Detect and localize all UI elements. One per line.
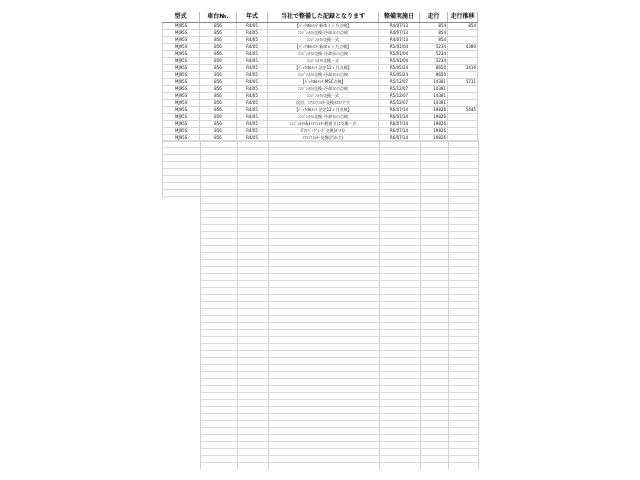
grid-hline <box>200 308 478 309</box>
cell-year: R4/05 <box>237 58 268 64</box>
table-row <box>162 128 478 135</box>
header-record: 当社で整備した記録となります <box>268 12 379 22</box>
cell-service-date: R5/01/04 <box>379 58 420 64</box>
grid-hline <box>200 294 478 295</box>
cell-mileage-change <box>448 114 478 120</box>
table-row <box>162 114 478 121</box>
table-header <box>162 12 478 23</box>
cell-chassis-no: 856 <box>200 121 237 127</box>
cell-chassis-no: 856 <box>200 93 237 99</box>
cell-record: 【ﾊﾟｯｸdeﾒﾝﾃ 法定12ヶ月点検】 <box>268 65 379 71</box>
grid-hline <box>200 273 478 274</box>
cell-record: 【ﾊﾟｯｸdeﾒﾝﾃ 新車６ヶ月点検】 <box>268 44 379 50</box>
cell-chassis-no: 856 <box>200 100 237 106</box>
cell-mileage: 8650 <box>420 65 448 71</box>
cell-mileage-change <box>448 72 478 78</box>
cell-chassis-no: 856 <box>200 37 237 43</box>
grid-hline <box>200 266 478 267</box>
cell-model: MJ95S <box>162 30 200 36</box>
cell-service-date: R6/07/14 <box>379 114 420 120</box>
cell-mileage: 14381 <box>420 86 448 92</box>
cell-service-date: R5/12/07 <box>379 93 420 99</box>
cell-service-date: R6/07/14 <box>379 128 420 134</box>
cell-model: MJ95S <box>162 65 200 71</box>
grid-hline <box>200 357 478 358</box>
grid-hline <box>200 238 478 239</box>
cell-chassis-no: 856 <box>200 79 237 85</box>
grid-hline <box>200 210 478 211</box>
cell-service-date: R5/12/07 <box>379 86 420 92</box>
table-row <box>162 23 478 30</box>
cell-service-date: R4/07/13 <box>379 23 420 29</box>
grid-hline <box>162 161 478 162</box>
cell-mileage-change <box>448 51 478 57</box>
cell-mileage-change <box>448 30 478 36</box>
cell-model: MJ95S <box>162 23 200 29</box>
grid-hline <box>200 252 478 253</box>
cell-chassis-no: 856 <box>200 65 237 71</box>
cell-year: R4/05 <box>237 72 268 78</box>
cell-service-date: R4/07/13 <box>379 30 420 36</box>
cell-chassis-no: 856 <box>200 51 237 57</box>
cell-year: R4/05 <box>237 65 268 71</box>
cell-record: 次回、ｴｱｺﾝﾌｨﾙﾀｰ交換ｵｽｽﾒです <box>268 100 379 106</box>
cell-mileage: 19826 <box>420 114 448 120</box>
cell-service-date: R4/07/13 <box>379 37 420 43</box>
grid-hline <box>162 175 478 176</box>
cell-model: MJ95S <box>162 79 200 85</box>
cell-record: ｴｱｺﾝﾌｨﾙﾀｰ交換(汚れ大) <box>268 135 379 141</box>
grid-hline <box>200 231 478 232</box>
cell-model: MJ95S <box>162 121 200 127</box>
cell-record: ｴﾝｼﾞﾝｵｲﾙ交換･冷却水の点検 <box>268 51 379 57</box>
table-row <box>162 86 478 93</box>
grid-hline <box>162 147 478 148</box>
cell-mileage: 5234 <box>420 51 448 57</box>
cell-chassis-no: 856 <box>200 44 237 50</box>
cell-mileage: 14381 <box>420 79 448 85</box>
cell-mileage: 854 <box>420 37 448 43</box>
cell-record: ｴﾝｼﾞﾝｵｲﾙ交換･冷却水の点検 <box>268 30 379 36</box>
cell-mileage: 5234 <box>420 44 448 50</box>
cell-year: R4/05 <box>237 51 268 57</box>
cell-service-date: R6/07/14 <box>379 107 420 113</box>
cell-record: ｴﾝｼﾞﾝｵｲﾙ交換･冷却水の点検 <box>268 86 379 92</box>
grid-vline <box>162 140 163 199</box>
grid-hline <box>200 413 478 414</box>
cell-chassis-no: 856 <box>200 30 237 36</box>
cell-mileage-change: 4380 <box>448 44 478 50</box>
cell-model: MJ95S <box>162 93 200 99</box>
grid-hline <box>200 441 478 442</box>
grid-hline <box>200 217 478 218</box>
grid-hline <box>200 371 478 372</box>
grid-hline <box>200 203 478 204</box>
grid-hline <box>200 364 478 365</box>
header-chassis-no: 車台№. <box>200 12 237 22</box>
table-row <box>162 30 478 37</box>
cell-year: R4/05 <box>237 37 268 43</box>
cell-chassis-no: 856 <box>200 58 237 64</box>
cell-year: R4/05 <box>237 100 268 106</box>
cell-model: MJ95S <box>162 37 200 43</box>
cell-mileage-change <box>448 58 478 64</box>
cell-model: MJ95S <box>162 51 200 57</box>
cell-service-date: R5/05/24 <box>379 72 420 78</box>
cell-mileage: 19826 <box>420 128 448 134</box>
cell-record: Fﾜｲﾊﾟｰﾌﾞﾚｰﾄﾞ交換(ｶﾞﾗｽ) <box>268 128 379 134</box>
grid-hline <box>200 392 478 393</box>
cell-record: ｴﾝｼﾞﾝｵｲﾙ交換一式 <box>268 58 379 64</box>
table-row <box>162 93 478 100</box>
table-body <box>162 23 478 142</box>
cell-service-date: R5/12/07 <box>379 100 420 106</box>
grid-hline <box>162 140 478 141</box>
table-row <box>162 37 478 44</box>
cell-service-date: R5/05/24 <box>379 65 420 71</box>
cell-record: ｴﾝｼﾞﾝｵｲﾙ交換一式 <box>268 37 379 43</box>
grid-hline <box>200 329 478 330</box>
cell-mileage-change <box>448 86 478 92</box>
table-row <box>162 107 478 114</box>
grid-hline <box>200 434 478 435</box>
cell-mileage: 8650 <box>420 72 448 78</box>
cell-mileage-change: 854 <box>448 23 478 29</box>
grid-hline <box>200 385 478 386</box>
header-mileage: 走行 <box>420 12 448 22</box>
cell-year: R4/05 <box>237 30 268 36</box>
grid-hline <box>200 224 478 225</box>
grid-hline <box>200 406 478 407</box>
cell-mileage: 19826 <box>420 135 448 141</box>
grid-hline <box>162 154 478 155</box>
cell-year: R4/05 <box>237 114 268 120</box>
cell-record: 【ﾊﾟｯｸdeﾒﾝﾃ 法定12ヶ月点検】 <box>268 107 379 113</box>
cell-mileage: 5234 <box>420 58 448 64</box>
cell-year: R4/05 <box>237 135 268 141</box>
cell-mileage: 19826 <box>420 121 448 127</box>
grid-hline <box>200 399 478 400</box>
cell-service-date: R6/07/14 <box>379 135 420 141</box>
grid-hline <box>200 322 478 323</box>
grid-hline <box>200 448 478 449</box>
cell-service-date: R6/07/14 <box>379 121 420 127</box>
cell-mileage-change: 3416 <box>448 65 478 71</box>
table-row <box>162 44 478 51</box>
table-row <box>162 72 478 79</box>
cell-year: R4/05 <box>237 128 268 134</box>
cell-model: MJ95S <box>162 114 200 120</box>
header-mileage-change: 走行推移 <box>448 12 478 22</box>
cell-record: ｴﾝｼﾞﾝｵｲﾙ交換･冷却水の点検 <box>268 72 379 78</box>
cell-mileage: 854 <box>420 30 448 36</box>
grid-hline <box>200 259 478 260</box>
cell-mileage-change <box>448 121 478 127</box>
grid-hline <box>200 420 478 421</box>
cell-service-date: R5/01/04 <box>379 44 420 50</box>
table-row <box>162 121 478 128</box>
cell-year: R4/05 <box>237 44 268 50</box>
cell-year: R4/05 <box>237 121 268 127</box>
grid-hline <box>200 280 478 281</box>
grid-hline <box>162 196 478 197</box>
cell-record: ｴﾝｼﾞﾝｵｲﾙ&ｵｲﾙﾌｨﾙﾀｰ脱着又は交換一式 <box>268 121 379 127</box>
cell-model: MJ95S <box>162 86 200 92</box>
grid-hline <box>200 245 478 246</box>
empty-grid <box>162 140 478 469</box>
cell-mileage-change: 5731 <box>448 79 478 85</box>
grid-hline <box>200 462 478 463</box>
cell-model: MJ95S <box>162 107 200 113</box>
cell-model: MJ95S <box>162 72 200 78</box>
cell-model: MJ95S <box>162 135 200 141</box>
cell-model: MJ95S <box>162 58 200 64</box>
table-row <box>162 100 478 107</box>
header-year: 年式 <box>237 12 268 22</box>
cell-chassis-no: 856 <box>200 114 237 120</box>
header-model: 型式 <box>162 12 200 22</box>
cell-year: R4/05 <box>237 79 268 85</box>
cell-chassis-no: 856 <box>200 135 237 141</box>
grid-hline <box>200 455 478 456</box>
maintenance-record-table <box>162 12 478 142</box>
cell-year: R4/05 <box>237 86 268 92</box>
grid-hline <box>162 182 478 183</box>
cell-chassis-no: 856 <box>200 72 237 78</box>
grid-hline <box>162 189 478 190</box>
cell-record: ｴﾝｼﾞﾝｵｲﾙ交換･冷却水の点検 <box>268 114 379 120</box>
cell-mileage: 14381 <box>420 100 448 106</box>
cell-mileage-change: 5445 <box>448 107 478 113</box>
cell-mileage-change <box>448 128 478 134</box>
table-row <box>162 58 478 65</box>
cell-record: ｴﾝｼﾞﾝｵｲﾙ交換一式 <box>268 93 379 99</box>
grid-hline <box>200 378 478 379</box>
cell-mileage-change <box>448 100 478 106</box>
cell-chassis-no: 856 <box>200 86 237 92</box>
grid-hline <box>162 168 478 169</box>
grid-vline <box>478 140 479 469</box>
grid-hline <box>200 301 478 302</box>
cell-record: 【ﾊﾟｯｸdeﾒﾝﾃ MSC点検】 <box>268 79 379 85</box>
cell-mileage: 19826 <box>420 107 448 113</box>
cell-service-date: R5/12/07 <box>379 79 420 85</box>
cell-model: MJ95S <box>162 128 200 134</box>
cell-service-date: R5/01/04 <box>379 51 420 57</box>
cell-mileage: 14381 <box>420 93 448 99</box>
cell-chassis-no: 856 <box>200 107 237 113</box>
grid-hline <box>200 315 478 316</box>
table-row <box>162 65 478 72</box>
cell-chassis-no: 856 <box>200 128 237 134</box>
grid-hline <box>200 343 478 344</box>
cell-model: MJ95S <box>162 100 200 106</box>
cell-year: R4/05 <box>237 93 268 99</box>
cell-chassis-no: 856 <box>200 23 237 29</box>
cell-mileage-change <box>448 37 478 43</box>
header-service-date: 整備実施日 <box>379 12 420 22</box>
grid-hline <box>200 287 478 288</box>
cell-mileage-change <box>448 93 478 99</box>
cell-year: R4/05 <box>237 107 268 113</box>
cell-model: MJ95S <box>162 44 200 50</box>
cell-record: 【ﾊﾟｯｸdeﾒﾝﾃ 新車１ヶ月点検】 <box>268 23 379 29</box>
table-row <box>162 79 478 86</box>
grid-hline <box>200 350 478 351</box>
grid-hline <box>200 427 478 428</box>
table-row <box>162 51 478 58</box>
cell-mileage: 854 <box>420 23 448 29</box>
grid-hline <box>200 336 478 337</box>
cell-year: R4/05 <box>237 23 268 29</box>
